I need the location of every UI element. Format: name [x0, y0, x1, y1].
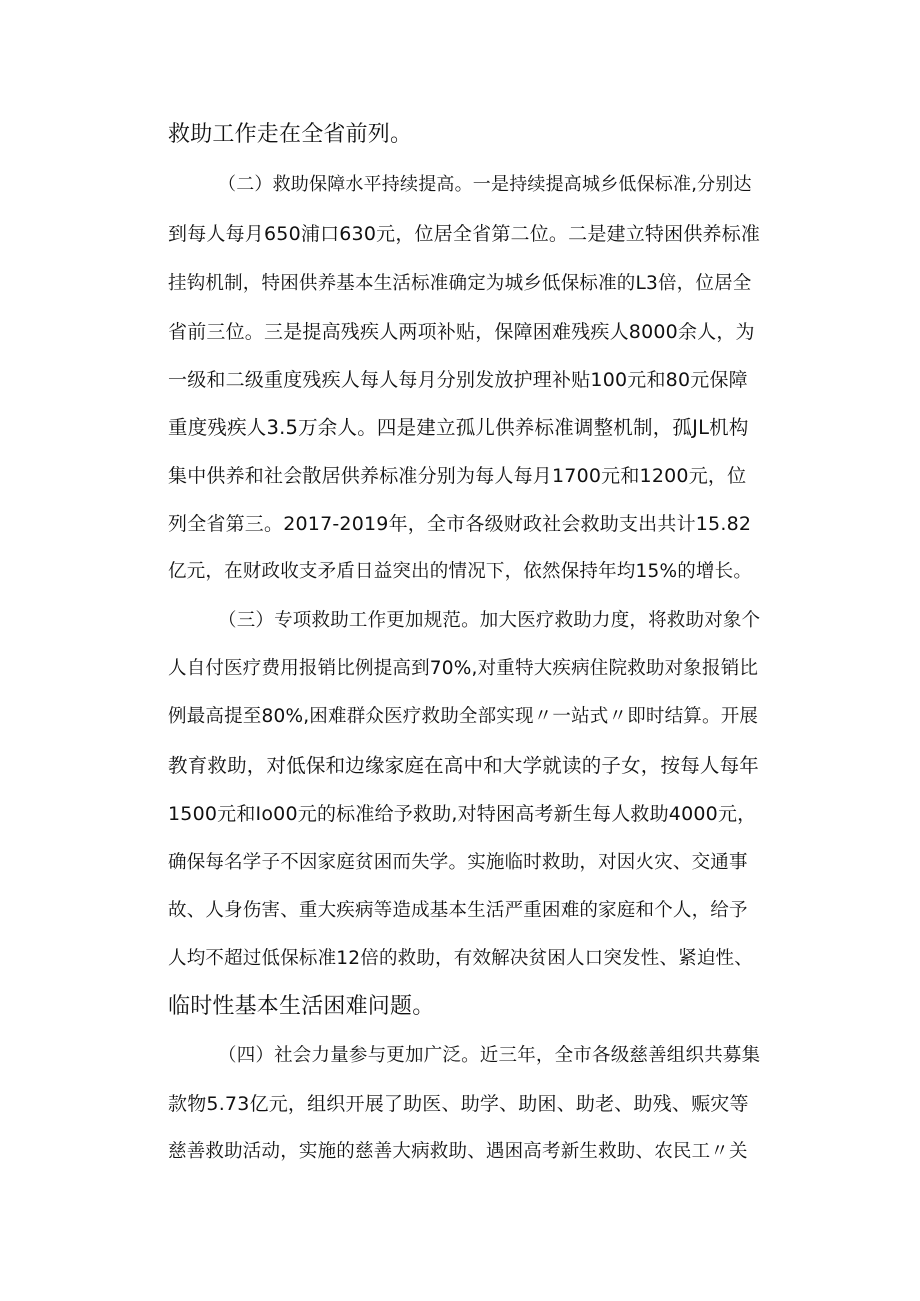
text-line: 集中供养和社会散居供养标准分别为每人每月1700元和1200元，位: [168, 465, 747, 487]
text-line: 故、人身伤害、重大疾病等造成基本生活严重困难的家庭和个人，给予: [168, 900, 748, 921]
text-line: 临时性基本生活困难问题。: [168, 994, 435, 1019]
text-line: 省前三位。三是提高残疾人两项补贴，保障困难残疾人8000余人，为: [168, 321, 755, 343]
text-line: 挂钩机制，特困供养基本生活标准确定为城乡低保标准的L3倍，位居全: [168, 273, 752, 294]
text-line: 例最高提至80%,困难群众医疗救助全部实现〃一站式〃即时结算。开展: [168, 706, 759, 727]
paragraph-3-heading-line: （三）专项救助工作更加规范。加大医疗救助力度，将救助对象个: [218, 610, 761, 631]
text-line: 亿元，在财政收支矛盾日益突出的情况下，依然保持年均15%的增长。: [168, 561, 753, 582]
text-line: 一级和二级重度残疾人每人每月分别发放护理补贴100元和80元保障: [168, 369, 748, 391]
text-line: 慈善救助活动，实施的慈善大病救助、遇困高考新生救助、农民工〃关: [168, 1141, 748, 1162]
text-line: 款物5.73亿元，组织开展了助医、助学、助困、助老、助残、赈灾等: [168, 1093, 749, 1115]
text-line: 列全省第三。2017-2019年，全市各级财政社会救助支出共计15.82: [168, 513, 752, 535]
text-line: 到每人每月650浦口630元，位居全省第二位。二是建立特困供养标准: [168, 223, 761, 245]
text-line: 人自付医疗费用报销比例提高到70%,对重特大疾病住院救助对象报销比: [168, 658, 759, 679]
text-line: 教育救助，对低保和边缘家庭在高中和大学就读的子女，按每人每年: [168, 754, 760, 777]
text-line: 重度残疾人3.5万余人。四是建立孤儿供养标准调整机制，孤JL机构: [168, 416, 749, 439]
text-line: 1500元和Io00元的标准给予救助,对特困高考新生每人救助4000元，: [168, 803, 757, 825]
text-line: 人均不超过低保标准12倍的救助，有效解决贫困人口突发性、紧迫性、: [168, 948, 753, 969]
text-line: 确保每名学子不因家庭贫困而失学。实施临时救助，对因火灾、交通事: [168, 852, 748, 873]
paragraph-4-heading-line: （四）社会力量参与更加广泛。近三年，全市各级慈善组织共募集: [218, 1045, 761, 1066]
text-line: 救助工作走在全省前列。: [168, 122, 413, 147]
paragraph-2-heading-line: （二）救助保障水平持续提高。一是持续提高城乡低保标准,分别达: [218, 174, 752, 195]
